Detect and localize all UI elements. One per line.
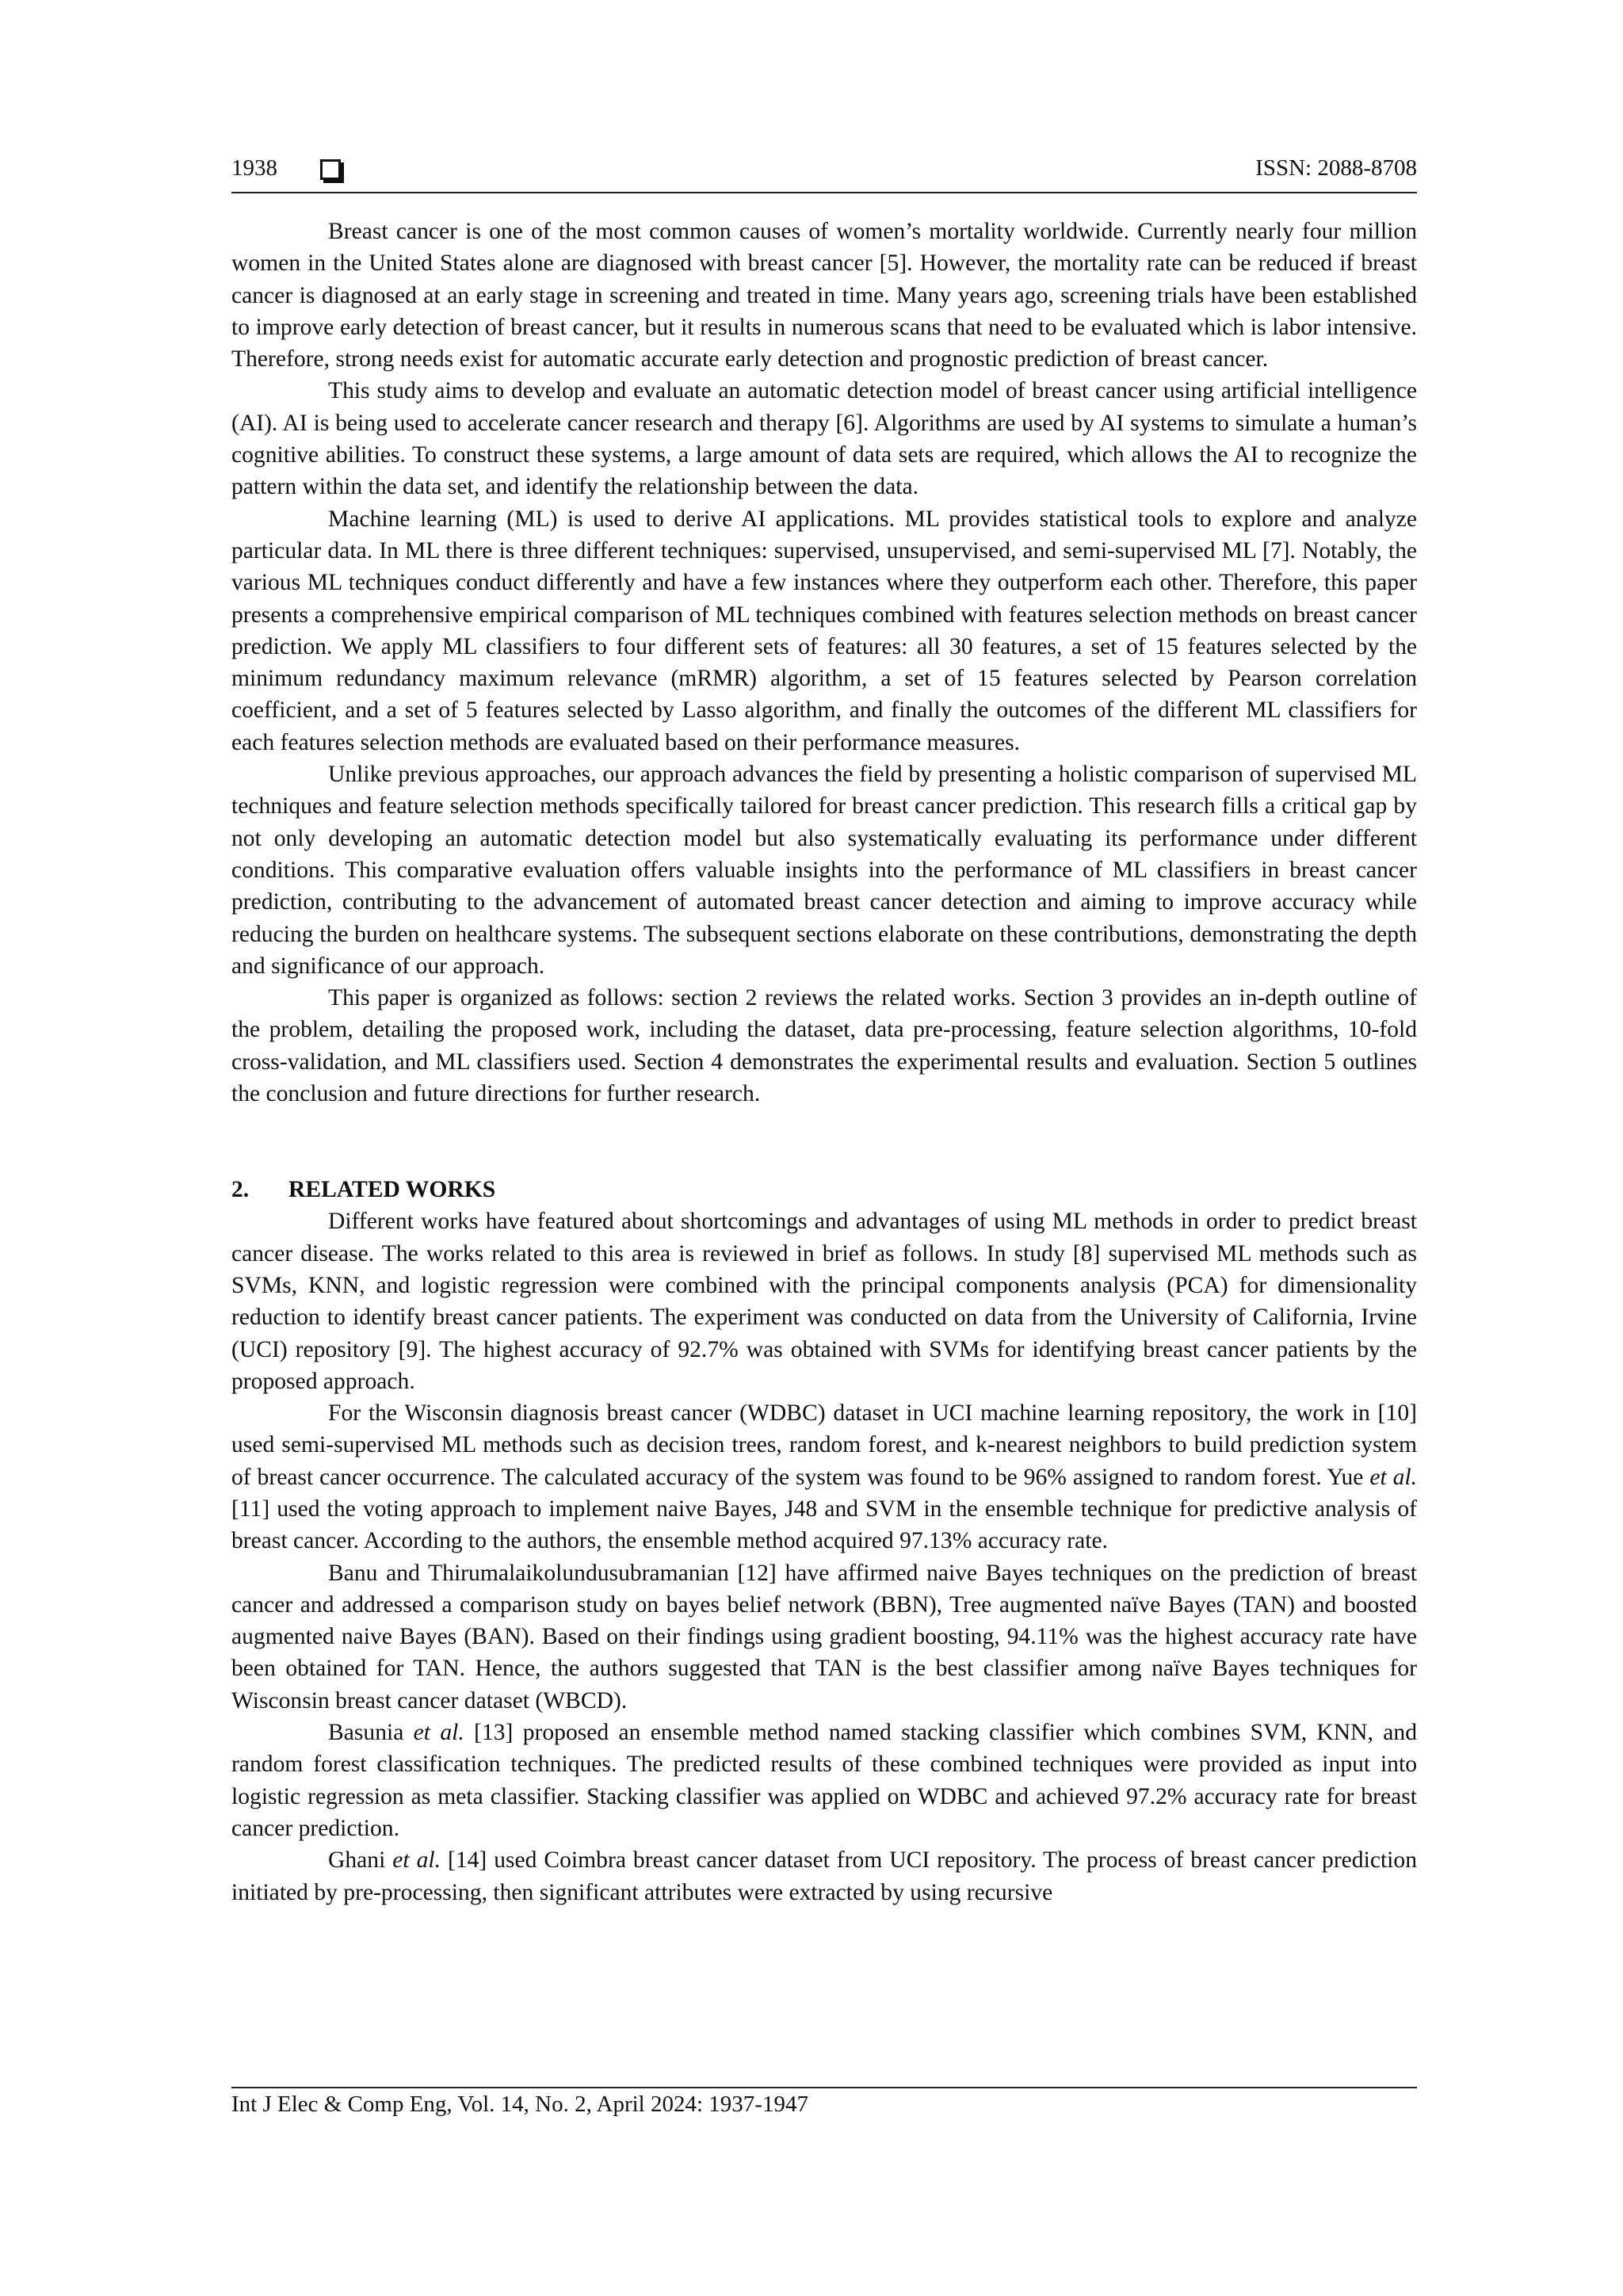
paragraph: Ghani et al. [14] used Coimbra breast cancer dataset from UCI repository. The process of breast cancer prediction initiated by pre-processing, then significant attributes were extracted by using recursive [231, 1847, 1417, 1905]
section-spacer [231, 1110, 1417, 1174]
page-footer [231, 2087, 1417, 2118]
paragraph: Banu and Thirumalaikolundusubramanian [12] have affirmed naive Bayes techniques on the prediction of breast cancer and addressed a comparison study on bayes belief network (BBN), Tree augmented naïve Bayes (TAN) and boosted augmented naive Bayes (BAN). Based on their findings using gradient boosting, 94.11% was the highest accuracy rate have been obtained for TAN. Hence, the authors suggested that TAN is the best classifier among naïve Bayes techniques for Wisconsin breast cancer dataset (WBCD). [231, 1560, 1417, 1713]
paragraph: This paper is organized as follows: section 2 reviews the related works. Section 3 provides an in-depth outline of the problem, detailing the proposed work, including the dataset, data pre-processing, feature selection algorithms, 10-fold cross-validation, and ML classifiers used. Section 4 demonstrates the experimental results and evaluation. Section 5 outlines the conclusion and future directions for further research. [231, 985, 1417, 1107]
journal-citation: Int J Elec & Comp Eng, Vol. 14, No. 2, April 2024: 1937-1947 [231, 2092, 808, 2117]
paragraph: Unlike previous approaches, our approach advances the field by presenting a holistic comparison of supervised ML techniques and feature selection methods specifically tailored for breast cancer prediction. This research fills a critical gap by not only developing an automatic detection model but also systematically evaluating its performance under different conditions. This comparative evaluation offers valuable insights into the performance of ML classifiers in breast cancer prediction, contributing to the advancement of automated breast cancer detection and aiming to improve accuracy while reducing the burden on healthcare systems. The subsequent sections elaborate on these contributions, demonstrating the depth and significance of our approach. [231, 762, 1417, 979]
paragraph: Different works have featured about shortcomings and advantages of using ML methods in order to predict breast cancer disease. The works related to this area is reviewed in brief as follows. In study [8] supervised ML methods such as SVMs, KNN, and logistic regression were combined with the principal components analysis (PCA) for dimensionality reduction to identify breast cancer patients. The experiment was conducted on data from the University of California, Irvine (UCI) repository [9]. The highest accuracy of 92.7% was obtained with SVMs for identifying breast cancer patients by the proposed approach. [231, 1209, 1417, 1394]
paragraph: Breast cancer is one of the most common causes of women’s mortality worldwide. Currently nearly four million women in the United States alone are diagnosed with breast cancer [5]. However, the mortality rate can be reduced if breast cancer is diagnosed at an early stage in screening and treated in time. Many years ago, screening trials have been established to improve early detection of breast cancer, but it results in numerous scans that need to be evaluated which is labor intensive. Therefore, strong needs exist for automatic accurate early detection and prognostic prediction of breast cancer. [231, 219, 1417, 372]
paragraph: For the Wisconsin diagnosis breast cancer (WDBC) dataset in UCI machine learning repository, the work in [10] used semi-supervised ML methods such as decision trees, random forest, and k-nearest neighbors to build prediction system of breast cancer occurrence. The calculated accuracy of the system was found to be 96% assigned to random forest. Yue et al. [11] used the voting approach to implement naive Bayes, J48 and SVM in the ensemble technique for predictive analysis of breast cancer. According to the authors, the ensemble method acquired 97.13% accuracy rate. [231, 1400, 1417, 1554]
paragraph: Basunia et al. [13] proposed an ensemble method named stacking classifier which combines SVM, KNN, and random forest classification techniques. The predicted results of these combined techniques were provided as input into logistic regression as meta classifier. Stacking classifier was applied on WDBC and achieved 97.2% accuracy rate for breast cancer prediction. [231, 1720, 1417, 1841]
paragraph: Machine learning (ML) is used to derive AI applications. ML provides statistical tools to explore and analyze particular data. In ML there is three different techniques: supervised, unsupervised, and semi-supervised ML [7]. Notably, the various ML techniques conduct differently and have a few instances where they outperform each other. Therefore, this paper presents a comprehensive empirical comparison of ML techniques combined with features selection methods on breast cancer prediction. We apply ML classifiers to four different sets of features: all 30 features, a set of 15 features selected by the minimum redundancy maximum relevance (mRMR) algorithm, a set of 15 features selected by Pearson correlation coefficient, and a set of 5 features selected by Lasso algorithm, and finally the outcomes of the different ML classifiers for each features selection methods are evaluated based on their performance measures. [231, 506, 1417, 755]
issn: ISSN: 2088-8708 [1255, 155, 1417, 181]
paragraph: This study aims to develop and evaluate an automatic detection model of breast cancer using artificial intelligence (AI). AI is being used to accelerate cancer research and therapy [6]. Algorithms are used by AI systems to simulate a human’s cognitive abilities. To construct these systems, a large amount of data sets are required, which allows the AI to recognize the pattern within the data set, and identify the relationship between the data. [231, 378, 1417, 500]
square-bullet-icon [320, 159, 341, 180]
section-heading [231, 1174, 1417, 1205]
page-number: 1938 [231, 155, 277, 181]
section-number: 2. [231, 1177, 250, 1203]
page-header [231, 155, 1417, 193]
body-text [231, 216, 1417, 1908]
section-title: RELATED WORKS [288, 1177, 496, 1203]
